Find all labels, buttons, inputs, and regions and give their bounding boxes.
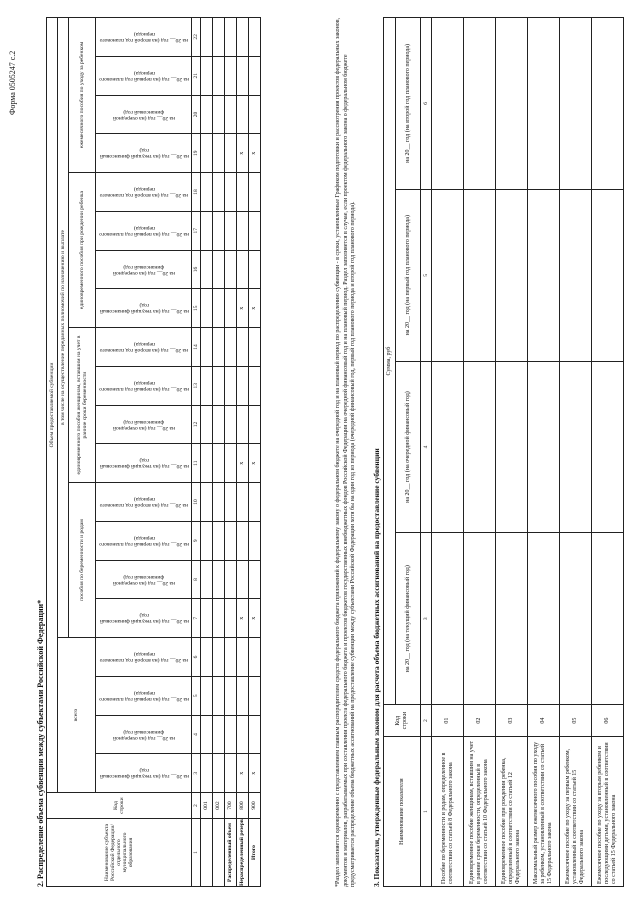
- col-number: 11: [192, 444, 201, 483]
- row-code: 002: [213, 793, 225, 819]
- row-code: 05: [560, 705, 592, 737]
- col-code-header: Код строки: [47, 793, 192, 819]
- col-number: 6: [421, 18, 432, 190]
- period-cell: на 20__ год (на очередной финансовый год): [96, 405, 192, 444]
- table-row: [237, 18, 249, 887]
- period-cell: на 20__ год (на очередной финансовый год): [96, 250, 192, 289]
- table-row: [432, 18, 464, 887]
- indicator-name: Единовременное пособие женщинам, вставшим на учет в ранние сроки беременности, определенный в соответствии со статьей 10 Федерального закона: [464, 737, 496, 887]
- col-number: 2: [192, 793, 201, 819]
- x-mark: x: [237, 599, 249, 638]
- indicator-name: Максимальный размер ежемесячного пособия по уходу за ребенком, установленный в соответствии со статьей 15 Федерального закона: [528, 737, 560, 887]
- col-number: 21: [192, 56, 201, 95]
- subvention-distribution-table: [46, 17, 261, 887]
- period-cell: на 20__ год (на текущий финансовый год): [96, 289, 192, 328]
- period-cell: на 20__ год (на текущий финансовый год): [96, 599, 192, 638]
- period-cell: на 20__ год (на текущий финансовый год): [96, 444, 192, 483]
- x-mark: x: [249, 444, 261, 483]
- col-number: 12: [192, 405, 201, 444]
- row-code: 01: [432, 705, 464, 737]
- row-code: 700: [225, 793, 237, 819]
- group-vsego-header: всего: [58, 638, 96, 793]
- period-cell: на 20__ год (на второй год планового периода): [96, 483, 192, 522]
- col-number: 3: [421, 533, 432, 705]
- period-cell: на 20__ год (на первый год планового периода): [96, 676, 192, 715]
- subgroup-birth: единовременного пособия при рождении ребенка: [69, 173, 96, 328]
- col-number: 3: [192, 754, 201, 793]
- period-cell: на 20__ год (на второй год планового периода): [396, 18, 421, 190]
- table-row: [592, 18, 624, 887]
- row-name: [213, 819, 225, 887]
- col-number: 7: [192, 599, 201, 638]
- row-code: 001: [201, 793, 213, 819]
- form-code: Форма 0505247 с.2: [8, 50, 17, 115]
- col-number: 4: [192, 715, 201, 754]
- period-cell: на 20__ год (на очередной финансовый год): [96, 715, 192, 754]
- col-name-header: Наименование показателя: [384, 737, 421, 887]
- period-cell: на 20__ год (на первый год планового периода): [396, 189, 421, 361]
- indicator-name: Единовременное пособие при рождении ребенка, определенный в соответствии со статьей 12 Федерального закона: [496, 737, 528, 887]
- subgroup-early-registration: единовременного пособия женщинам, вставшим на учет в ранние сроки беременности: [69, 328, 96, 483]
- col-number: 5: [192, 676, 201, 715]
- col-number: 18: [192, 173, 201, 212]
- row-code: 800: [237, 793, 249, 819]
- period-cell: на 20__ год (на очередной финансовый год): [96, 95, 192, 134]
- col-name-header: Наименование субъекта Российской Федерации/ отдельного муниципального образования: [47, 819, 192, 887]
- col-number: 17: [192, 211, 201, 250]
- section3-title: 3. Показатели, утвержденные федеральным законом для расчета объема бюджетных ассигнований на предоставление субвенции: [372, 448, 381, 887]
- period-cell: на 20__ год (на первый год планового периода): [96, 211, 192, 250]
- period-cell: на 20__ год (на текущий финансовый год): [96, 134, 192, 173]
- table-row: [201, 18, 213, 887]
- col-number: 5: [421, 189, 432, 361]
- period-cell: на 20__ год (на текущий финансовый год): [396, 533, 421, 705]
- period-cell: на 20__ год (на второй год планового периода): [96, 638, 192, 677]
- col-number: 16: [192, 250, 201, 289]
- subgroup-childcare: ежемесячного пособия по уходу за ребенком: [69, 18, 96, 173]
- col-number: 10: [192, 483, 201, 522]
- table-row: [528, 18, 560, 887]
- period-cell: на 20__ год (на второй год планового периода): [96, 18, 192, 57]
- x-mark: x: [249, 289, 261, 328]
- x-mark: x: [237, 754, 249, 793]
- period-cell: на 20__ год (на очередной финансовый год): [96, 560, 192, 599]
- x-mark: x: [237, 289, 249, 328]
- subgroup-maternity: пособия по беременности и родам: [69, 483, 96, 638]
- row-name: [201, 819, 213, 887]
- col-number: 14: [192, 328, 201, 367]
- table-row: [560, 18, 592, 887]
- period-cell: на 20__ год (на второй год планового периода): [96, 328, 192, 367]
- period-cell: на 20__ год (на второй год планового периода): [96, 173, 192, 212]
- period-cell: на 20__ год (на первый год планового периода): [96, 521, 192, 560]
- col-number: 6: [192, 638, 201, 677]
- indicators-table: [383, 17, 624, 887]
- x-mark: x: [249, 134, 261, 173]
- table-row: [213, 18, 225, 887]
- x-mark: x: [237, 134, 249, 173]
- section2-title: 2. Распределение объема субвенции между субъектами Российской Федерации*: [36, 599, 45, 887]
- x-mark: x: [249, 754, 261, 793]
- col-number: 22: [192, 18, 201, 57]
- col-number: 8: [192, 560, 201, 599]
- col-number: 9: [192, 521, 201, 560]
- footnote: *Раздел заполняется одновременно с представлением главным распорядителем средств федерального бюджета приложений к федеральному закону о федеральном бюджете на очередной год и на плановый период по распределению субвенции - в сроки, установленные Графиком подготовки и рассмотрения проектов федеральных законов, документов и материалов, разрабатываемых при составлении проекта федерального бюджета и проектов бюджетов государственных внебюджетных фондов Российской Федерации на очередной финансовый год и на плановый период. Раздел заполняется в случае, если проектом федерального закона о федеральном бюджете предусматривается распределение объема бюджетных ассигнований на предоставление субвенции между субъектами Российской Федерации хотя бы на один год из периода (очередной финансовый год, первый год планового периода и второй год планового периода).: [335, 17, 356, 887]
- row-code: 06: [592, 705, 624, 737]
- col-number: 1: [192, 819, 201, 887]
- row-code: 02: [464, 705, 496, 737]
- row-name: Итого: [249, 819, 261, 887]
- period-cell: на 20__ год (на первый год планового периода): [96, 56, 192, 95]
- x-mark: x: [237, 444, 249, 483]
- row-name: Распределенный объем: [225, 819, 237, 887]
- col-number: 13: [192, 366, 201, 405]
- x-mark: x: [249, 599, 261, 638]
- col-number: 15: [192, 289, 201, 328]
- row-name: Нераспределенный резерв: [237, 819, 249, 887]
- table-row: [249, 18, 261, 887]
- col-code-header: Код строки: [384, 705, 421, 737]
- indicator-name: Пособие по беременности и родам, определенное в соответствии со статьей 8 Федерального закона: [432, 737, 464, 887]
- period-cell: на 20__ год (на текущий финансовый год): [96, 754, 192, 793]
- col-number: 19: [192, 134, 201, 173]
- indicator-name: Ежемесячное пособие по уходу за первым ребенком, установленный в соответствии со статьей 15 Федерального закона: [560, 737, 592, 887]
- col-number: 2: [421, 705, 432, 737]
- table-row: [496, 18, 528, 887]
- period-cell: на 20__ год (на очередной финансовый год): [396, 361, 421, 533]
- col-number: 1: [421, 737, 432, 887]
- row-code: 04: [528, 705, 560, 737]
- col-number: 20: [192, 95, 201, 134]
- row-code: 03: [496, 705, 528, 737]
- period-cell: на 20__ год (на первый год планового периода): [96, 366, 192, 405]
- row-code: 900: [249, 793, 261, 819]
- table-row: [225, 18, 237, 887]
- group-incl-header: в том числе на осуществление переданных полномочий по назначению и выплате: [58, 18, 69, 638]
- sum-header: Сумма, руб: [384, 18, 396, 705]
- group-main-header: Объем предоставляемой субвенции: [47, 18, 58, 793]
- col-number: 4: [421, 361, 432, 533]
- indicator-name: Ежемесячное пособие по уходу за вторым ребенком и последующими детьми, установленный в соответствии со статьей 15 Федерального закона: [592, 737, 624, 887]
- table-row: [464, 18, 496, 887]
